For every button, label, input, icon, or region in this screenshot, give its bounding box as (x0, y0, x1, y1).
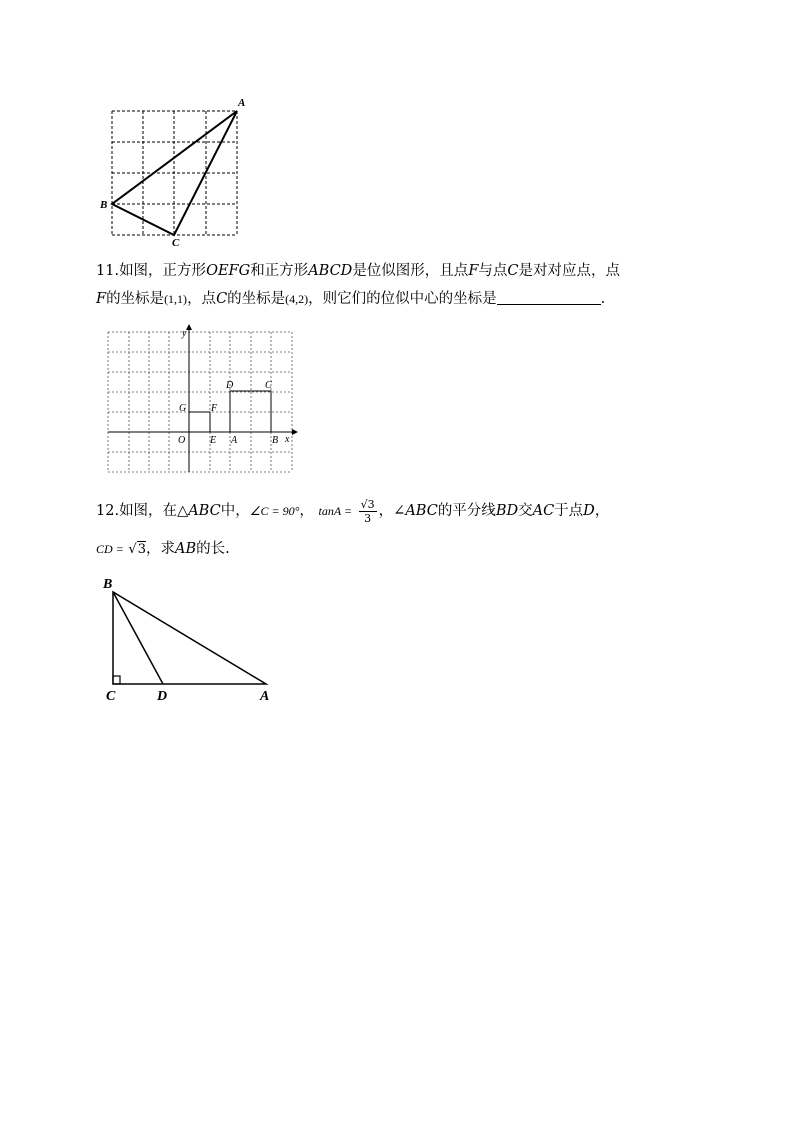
text: 是位似图形，且点 (352, 263, 469, 279)
text: ，求 (145, 541, 175, 557)
right-angle-mark (113, 676, 120, 684)
label-E: E (210, 435, 217, 446)
text: 的平分线 (437, 503, 496, 519)
angle-c: ∠C = 90° (249, 504, 300, 518)
figure-coordinate-grid (100, 322, 300, 480)
text: ， (378, 503, 394, 519)
text: 和正方形 (250, 263, 309, 279)
text: 与点 (478, 263, 508, 279)
text: 是对对应点，点 (518, 263, 620, 279)
label-D: D (157, 689, 168, 704)
label-F: F (211, 403, 218, 414)
label-C: C (172, 237, 180, 249)
coordinate-f: (1,1) (164, 292, 188, 306)
fraction-sqrt3-over-3: $\frac{√3}{3}$ (360, 497, 375, 525)
text: ，则它们的位似中心的坐标是 (308, 291, 497, 307)
text: 如图，在 (119, 503, 178, 519)
label-C: C (106, 689, 116, 704)
label-y: y (182, 328, 187, 339)
label-A: A (260, 689, 270, 704)
point-d: D (583, 503, 595, 519)
grid-lines (112, 111, 237, 235)
text: 于点 (554, 503, 584, 519)
label-C: C (265, 380, 272, 391)
label-D: D (226, 380, 234, 391)
label-x: x (285, 434, 290, 445)
label-B: B (272, 435, 279, 446)
figure-grid-triangle (96, 92, 256, 252)
text: 的坐标是 (106, 291, 165, 307)
segment-ac: AC (532, 503, 555, 519)
grid-lines (108, 332, 292, 472)
radicand: 3 (137, 542, 146, 557)
figure-right-triangle (96, 570, 286, 710)
text: . (600, 291, 606, 307)
tan-a: tanA = (318, 504, 353, 518)
text: ， (594, 503, 610, 519)
text: 的长. (196, 541, 230, 557)
x-axis-arrow (292, 429, 298, 435)
coordinate-c: (4,2) (285, 292, 309, 306)
text: ，点 (187, 291, 217, 307)
angle-abc: ∠ABC (393, 503, 438, 519)
y-axis-arrow (186, 324, 192, 330)
text: 的坐标是 (227, 291, 286, 307)
label-A: A (231, 435, 238, 446)
text: 交 (518, 503, 533, 519)
square-abcd (230, 391, 271, 432)
segment-cd: CD = (96, 542, 124, 556)
text: 中， (220, 503, 250, 519)
point-c: C (216, 291, 228, 307)
text: ， (299, 503, 314, 519)
numerator: 3 (367, 497, 375, 511)
square-abcd: ABCD (308, 263, 353, 279)
triangle-abc (113, 592, 266, 684)
denominator: 3 (364, 511, 372, 525)
label-G: G (179, 403, 187, 414)
triangle-abc: △ABC (177, 503, 221, 519)
label-A: A (238, 97, 246, 109)
segment-ab: AB (174, 541, 197, 557)
point-f: F (96, 291, 107, 307)
bisector-bd (113, 592, 163, 684)
label-B: B (103, 577, 113, 592)
label-B: B (100, 199, 108, 211)
problem-11 (96, 257, 706, 313)
point-f: F (468, 263, 479, 279)
answer-blank[interactable] (497, 290, 601, 305)
square-oefg: OEFG (206, 263, 251, 279)
text: 如图，正方形 (119, 263, 207, 279)
point-c: C (507, 263, 519, 279)
problem-number: 11. (96, 263, 120, 279)
square-oefg (189, 412, 210, 432)
label-O: O (178, 435, 186, 446)
segment-bd: BD (495, 503, 519, 519)
problem-12 (96, 492, 706, 569)
sqrt-3: √3 (128, 542, 146, 557)
problem-number: 12. (96, 503, 120, 519)
